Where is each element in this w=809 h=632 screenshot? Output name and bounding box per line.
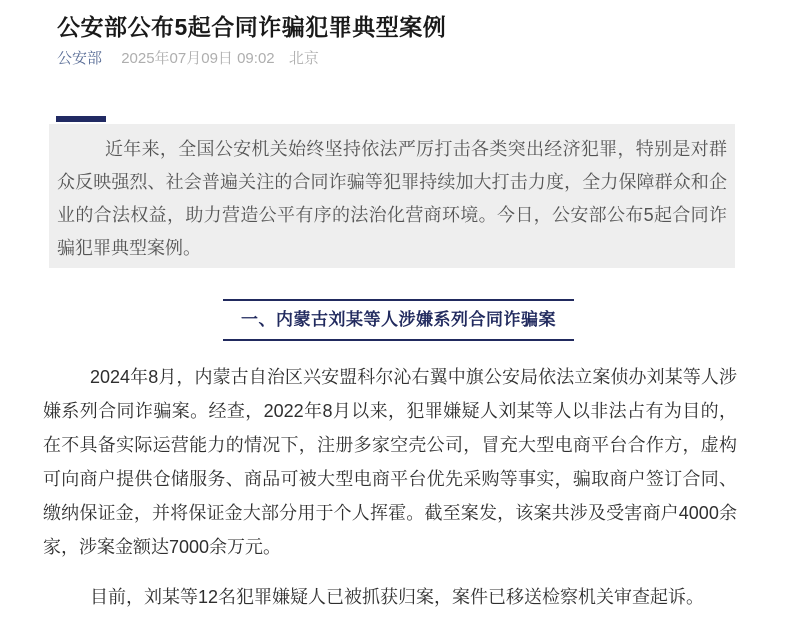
- account-name-link[interactable]: 公安部: [57, 50, 103, 67]
- publish-location: 北京: [288, 50, 319, 67]
- summary-text: 近年来，全国公安机关始终坚持依法严厉打击各类突出经济犯罪，特别是对群众反映强烈、社会普遍关注的合同诈骗等犯罪持续加大打击力度，全力保障群众和企业的合法权益，助力营造公平有序的法治化营商环境。今日，公安部公布5起合同诈骗犯罪典型案例。: [57, 139, 727, 258]
- summary-box: [49, 124, 735, 268]
- section-heading-text: 一、内蒙古刘某等人涉嫌系列合同诈骗案: [241, 310, 556, 329]
- byline: [57, 49, 809, 69]
- publish-date: 2025年07月09日 09:02: [121, 50, 275, 67]
- body-paragraph-2: 目前，刘某等12名犯罪嫌疑人已被抓获归案，案件已移送检察机关审查起诉。: [90, 587, 705, 607]
- article-title: 公安部公布5起合同诈骗犯罪典型案例: [57, 14, 447, 40]
- body-paragraph-1: 2024年8月，内蒙古自治区兴安盟科尔沁右翼中旗公安局依法立案侦办刘某等人涉嫌系列合同诈骗案。经查，2022年8月以来，犯罪嫌疑人刘某等人以非法占有为目的，在不具备实际运营能力的情况下，注册多家空壳公司，冒充大型电商平台合作方，虚构可向商户提供仓储服务、商品可被大型电商平台优先采购等事实，骗取商户签订合同、缴纳保证金，并将保证金大部分用于个人挥霍。截至案发，该案共涉及受害商户4000余家，涉案金额达7000余万元。: [43, 367, 737, 557]
- accent-bar: [56, 116, 106, 122]
- section-heading: [223, 299, 574, 341]
- article-page: [0, 12, 809, 632]
